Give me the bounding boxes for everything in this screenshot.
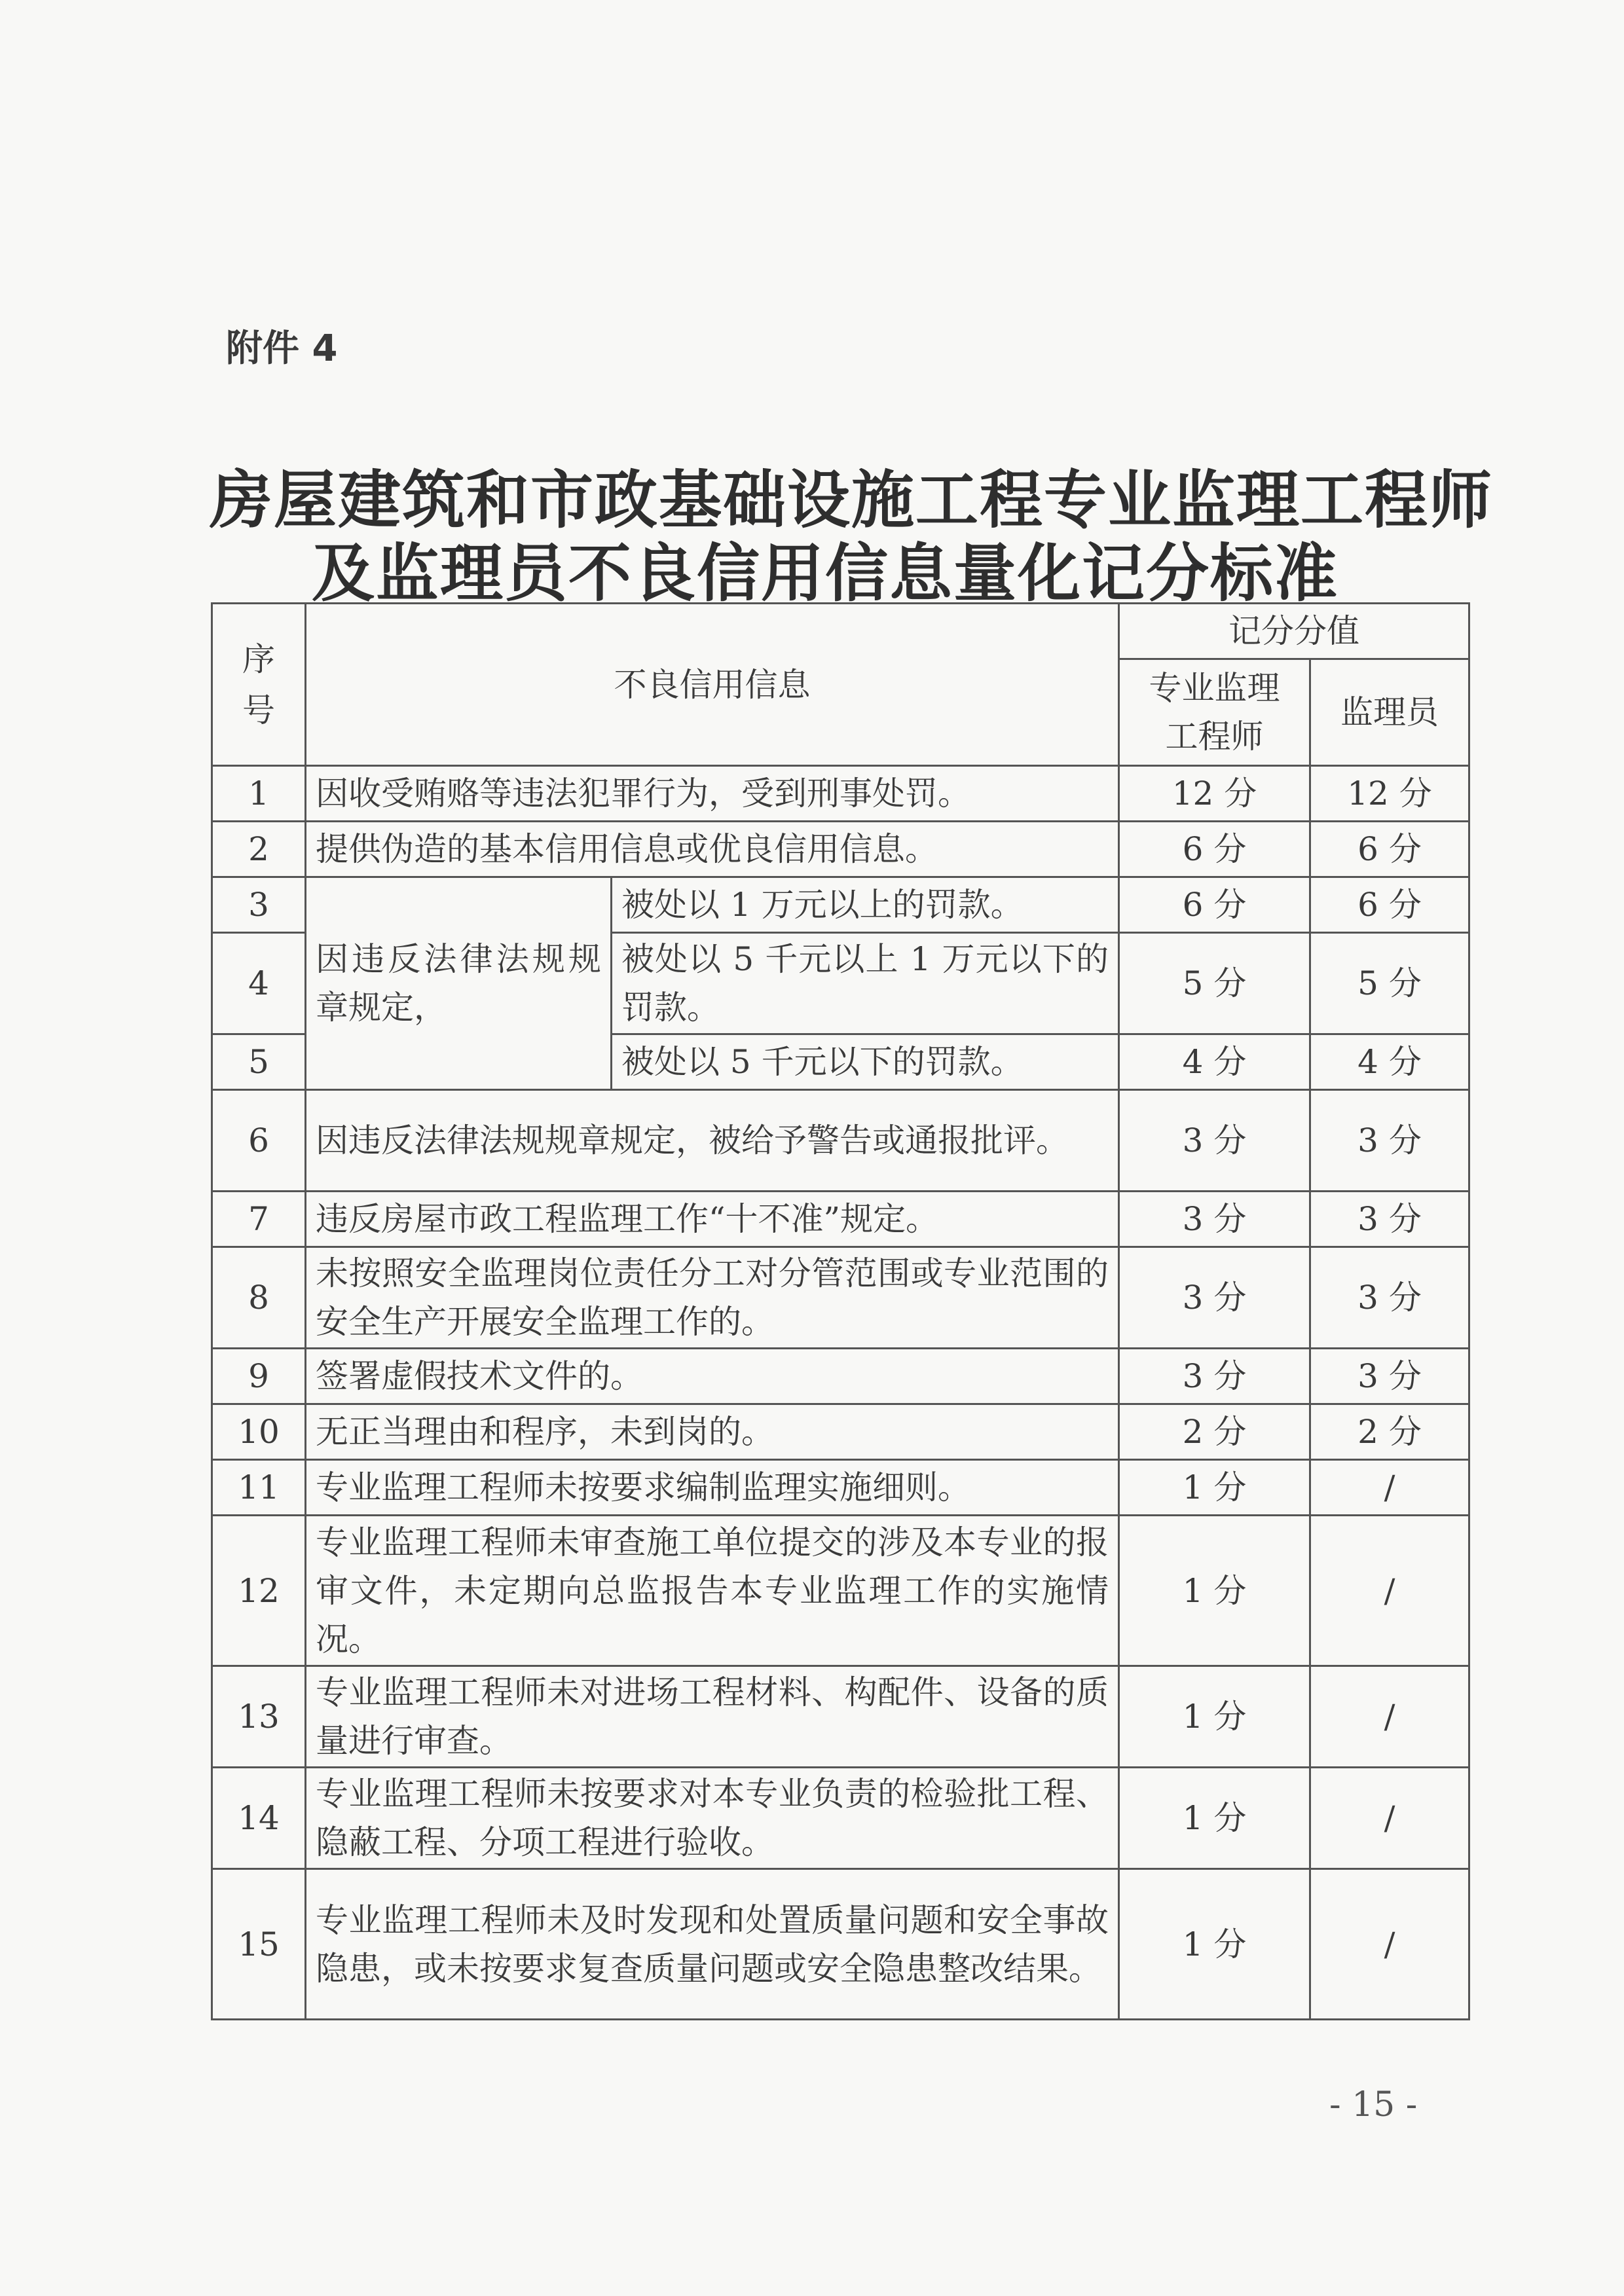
header-info: 不良信用信息 — [306, 604, 1119, 766]
table-row: 4 被处以 5 千元以上 1 万元以下的罚款。 5 分 5 分 — [212, 933, 1469, 1034]
table-row: 5 被处以 5 千元以下的罚款。 4 分 4 分 — [212, 1034, 1469, 1090]
table-row: 14 专业监理工程师未按要求对本专业负责的检验批工程、隐蔽工程、分项工程进行验收。 1 分 / — [212, 1768, 1469, 1869]
table-row: 15 专业监理工程师未及时发现和处置质量问题和安全事故隐患，或未按要求复查质量问题或安全隐患整改结果。 1 分 / — [212, 1869, 1469, 2020]
table-row: 1 因收受贿赂等违法犯罪行为，受到刑事处罚。 12 分 12 分 — [212, 766, 1469, 822]
table-row: 10 无正当理由和程序，未到岗的。 2 分 2 分 — [212, 1404, 1469, 1460]
table-row: 8 未按照安全监理岗位责任分工对分管范围或专业范围的安全生产开展安全监理工作的。 3 分 3 分 — [212, 1247, 1469, 1349]
table-row: 6 因违反法律法规规章规定，被给予警告或通报批评。 3 分 3 分 — [212, 1090, 1469, 1192]
table-row: 7 违反房屋市政工程监理工作“十不准”规定。 3 分 3 分 — [212, 1192, 1469, 1247]
document-title-line-2: 及监理员不良信用信息量化记分标准 — [312, 536, 1338, 610]
document-title-line-1: 房屋建筑和市政基础设施工程专业监理工程师 — [210, 463, 1493, 537]
page-number: - 15 - — [1329, 2085, 1418, 2124]
table-row: 11 专业监理工程师未按要求编制监理实施细则。 1 分 / — [212, 1460, 1469, 1516]
header-score-group: 记分分值 — [1119, 604, 1469, 659]
table-row: 12 专业监理工程师未审查施工单位提交的涉及本专业的报审文件，未定期向总监报告本专业监理工作的实施情况。 1 分 / — [212, 1516, 1469, 1666]
table-row: 9 签署虚假技术文件的。 3 分 3 分 — [212, 1349, 1469, 1404]
credit-score-table — [211, 602, 1470, 2020]
table-row: 13 专业监理工程师未对进场工程材料、构配件、设备的质量进行审查。 1 分 / — [212, 1666, 1469, 1768]
table-row: 3 因违反法律法规规章规定， 被处以 1 万元以上的罚款。 6 分 6 分 — [212, 877, 1469, 933]
header-no: 序号 — [212, 604, 306, 766]
header-engineer: 专业监理工程师 — [1119, 659, 1310, 766]
attachment-label: 附件 4 — [226, 327, 338, 370]
header-supervisor: 监理员 — [1310, 659, 1469, 766]
group-condition: 因违反法律法规规章规定， — [306, 877, 612, 1090]
table-row: 2 提供伪造的基本信用信息或优良信用信息。 6 分 6 分 — [212, 822, 1469, 877]
